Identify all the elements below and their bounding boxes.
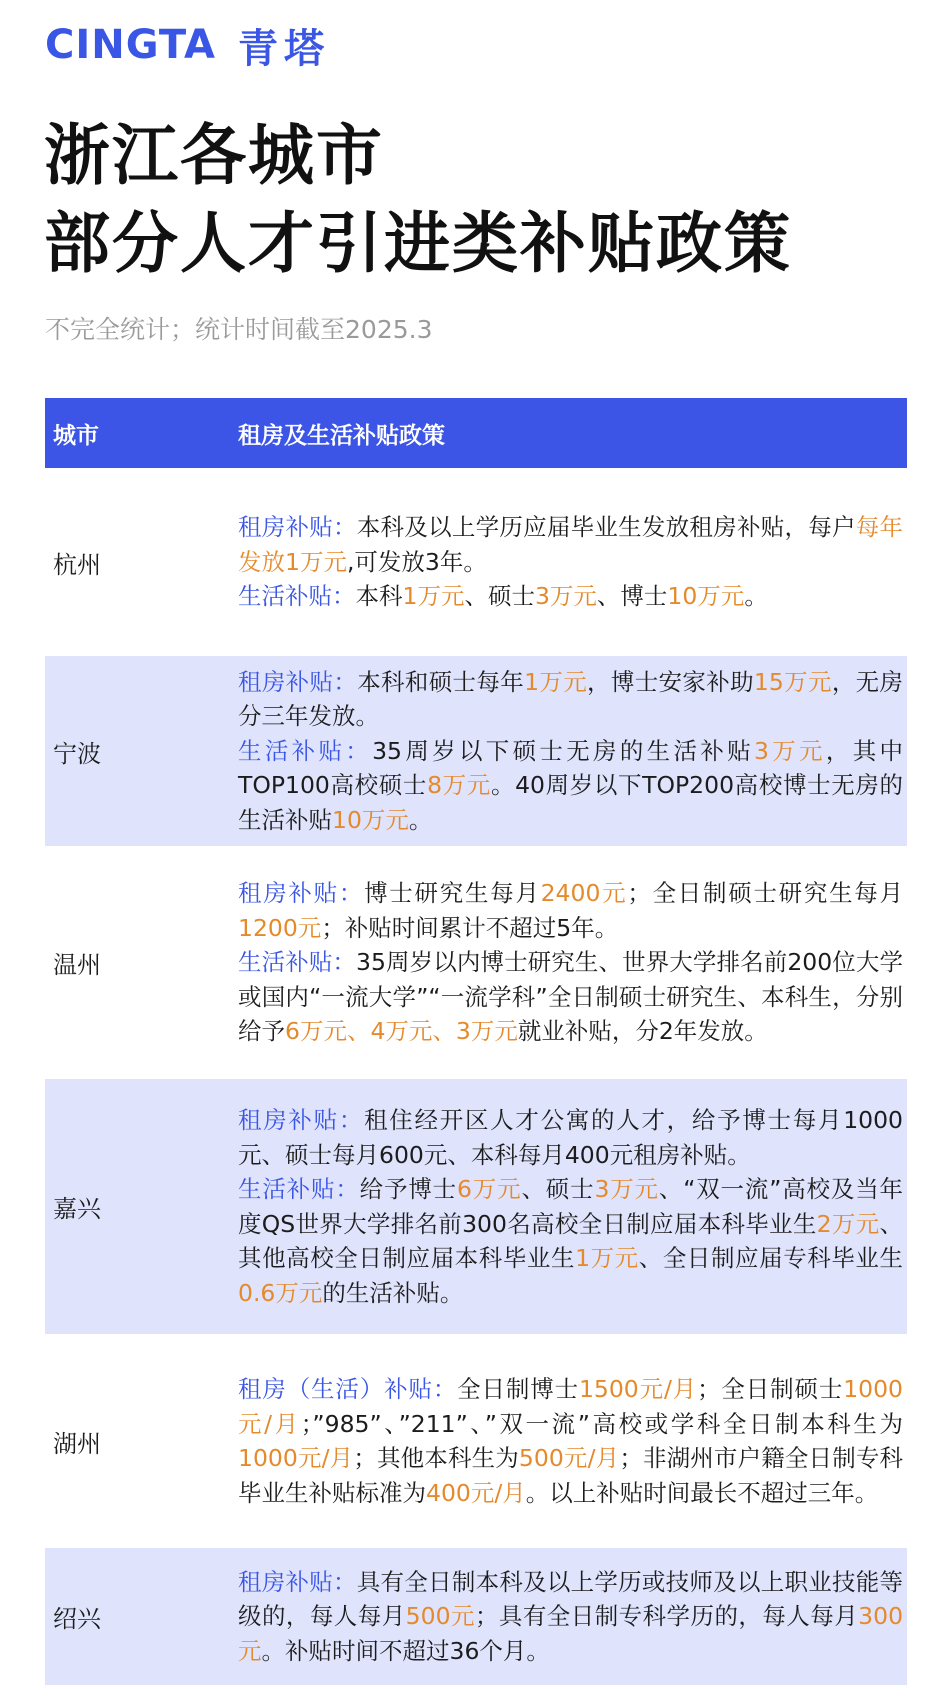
policy-text-segment: ，博士安家补助 [587,667,754,696]
policy-text-segment: 的生活补贴。 [322,1278,464,1307]
amount-highlight: 每年发放1万元 [238,513,904,576]
amount-highlight: 10万元 [667,582,745,611]
header-city: 城市 [53,422,99,449]
policy-text-segment: ,可发放3年。 [346,547,487,576]
policy-paragraph [238,876,903,945]
policy-text-segment: ，无房分三年发放。 [238,667,904,731]
policy-text-segment: 本科及以上学历应届毕业生发放租房补贴，每户 [356,513,856,542]
amount-highlight: 1万元 [575,1244,639,1272]
amount-highlight: 400元/月 [426,1478,526,1507]
amount-highlight: 500元 [405,1602,475,1631]
policy-label: 生活补贴： [238,582,356,611]
amount-highlight: 6万元 [456,1175,522,1203]
city-name: 温州 [53,951,101,979]
amount-highlight: 1000元/月 [238,1444,354,1472]
policy-text-segment: 。40周岁以下TOP200高校博士无房的生活补贴 [238,771,903,834]
policy-paragraph [238,945,903,1049]
title-line-2: 部分人才引进类补贴政策 [44,205,792,282]
policy-text-segment: 、硕士 [464,582,535,611]
policy-text-segment: 本科和硕士每年 [357,667,525,696]
policy-text [238,876,907,1049]
amount-highlight: 300元 [238,1602,904,1665]
amount-highlight: 1000元/月 [238,1375,904,1438]
table-header [45,398,907,468]
amount-highlight: 1500元/月 [578,1375,698,1403]
table-row [45,468,907,656]
policy-text-segment: 、全日制应届专科毕业生 [638,1244,904,1272]
policy-text [238,1372,907,1510]
policy-label: 租房补贴： [238,1106,365,1134]
amount-highlight: 500元/月 [518,1444,620,1472]
policy-text-segment: 本科 [355,582,403,611]
brand-name-en: CINGTA [45,22,216,68]
policy-text-segment: 。 [744,582,768,611]
policy-label: 生活补贴： [238,948,357,977]
amount-highlight: 0.6万元 [238,1278,323,1307]
amount-highlight: 1200元 [238,913,322,942]
amount-highlight: 2万元 [816,1209,880,1238]
policy-text-segment: 、“双一流”高校及当年度QS世界大学排名前300名高校全日制应届本科毕业生 [238,1175,904,1238]
city-name: 杭州 [53,550,101,579]
policy-text-segment: ；其他本科生为 [353,1444,519,1472]
policy-paragraph [238,510,903,579]
policy-table [45,398,907,1685]
policy-text-segment: 租住经开区人才公寓的人才，给予博士每月1000元、硕士每月600元、本科每月400元租房补贴。 [238,1106,904,1169]
title-line-1: 浙江各城市 [44,117,384,194]
city-name: 嘉兴 [53,1195,101,1223]
policy-paragraph [238,665,903,734]
policy-text-segment: 、博士 [596,582,668,611]
policy-text-segment: 。 [408,805,433,834]
amount-highlight: 8万元 [427,771,491,800]
policy-paragraph [238,579,903,614]
policy-text-segment: ；非湖州市户籍全日制专科毕业生补贴标准为 [238,1444,903,1507]
policy-text-segment: 具有全日制本科及以上学历或技师及以上职业技能等级的，每人每月 [238,1567,903,1631]
amount-highlight: 3万元 [753,736,826,765]
policy-text [238,665,907,838]
policy-text-segment: ；具有全日制专科学历的，每人每月 [474,1602,859,1631]
table-row [45,846,907,1079]
amount-highlight: 15万元 [753,667,832,696]
policy-text-segment: 35周岁以内博士研究生、世界大学排名前200位大学或国内“一流大学”“一流学科”全日制硕士研究生、本科生，分别给予 [238,948,903,1046]
policy-label: 租房补贴： [238,513,357,542]
policy-text-segment: 35周岁以下硕士无房的生活补贴 [372,736,754,765]
policy-label: 租房补贴： [238,667,358,696]
page-subtitle: 不完全统计；统计时间截至2025.3 [45,315,433,344]
amount-highlight: 10万元 [332,805,409,834]
policy-text [238,1565,907,1669]
amount-highlight: 3万元 [534,582,597,611]
policy-text-segment: 博士研究生每月 [364,879,541,908]
policy-text-segment: ；全日制硕士 [697,1375,844,1403]
policy-label: 生活补贴： [238,1175,360,1203]
amount-highlight: 1万元 [524,667,588,696]
city-name: 湖州 [53,1429,101,1458]
brand-name-cn: 青塔 [237,25,330,72]
policy-label: 租房（生活）补贴： [238,1375,458,1403]
policy-paragraph [238,1372,903,1510]
table-row [45,1334,907,1548]
policy-paragraph [238,734,903,838]
brand-logo [45,20,330,70]
policy-text-segment: ；补贴时间累计不超过5年。 [321,913,619,942]
policy-text-segment: 。以上补贴时间最长不超过三年。 [525,1478,879,1507]
city-name: 宁波 [53,739,101,768]
policy-paragraph [238,1103,903,1172]
table-row [45,656,907,846]
page-title [44,112,792,288]
city-name: 绍兴 [53,1605,101,1633]
policy-text-segment: 就业补贴，分2年发放。 [517,1017,768,1046]
amount-highlight: 2400元 [540,879,628,908]
policy-text-segment: 。补贴时间不超过36个月。 [261,1636,550,1665]
amount-highlight: 3万元 [594,1175,659,1203]
policy-label: 租房补贴： [238,879,365,908]
policy-text [238,510,907,614]
table-row [45,1079,907,1334]
policy-label: 租房补贴： [238,1567,357,1596]
policy-label: 生活补贴： [238,736,373,765]
policy-text-segment: 、硕士 [521,1175,595,1203]
policy-paragraph [238,1565,903,1669]
policy-text [238,1103,907,1310]
header-policy: 租房及生活补贴政策 [238,422,445,449]
policy-paragraph [238,1172,903,1310]
policy-text-segment: ，其中TOP100高校硕士 [238,736,904,800]
policy-text-segment: 全日制博士 [457,1375,579,1403]
policy-text-segment: 给予博士 [359,1175,457,1203]
policy-text-segment: ；全日制硕士研究生每月 [627,879,904,908]
amount-highlight: 1万元 [402,582,465,611]
table-row [45,1548,907,1685]
policy-text-segment: ；”985”、”211”、”双一流”高校或学科全日制本科生为 [300,1409,903,1438]
amount-highlight: 6万元、4万元、3万元 [285,1017,518,1046]
policy-text-segment: 、其他高校全日制应届本科毕业生 [238,1209,903,1272]
